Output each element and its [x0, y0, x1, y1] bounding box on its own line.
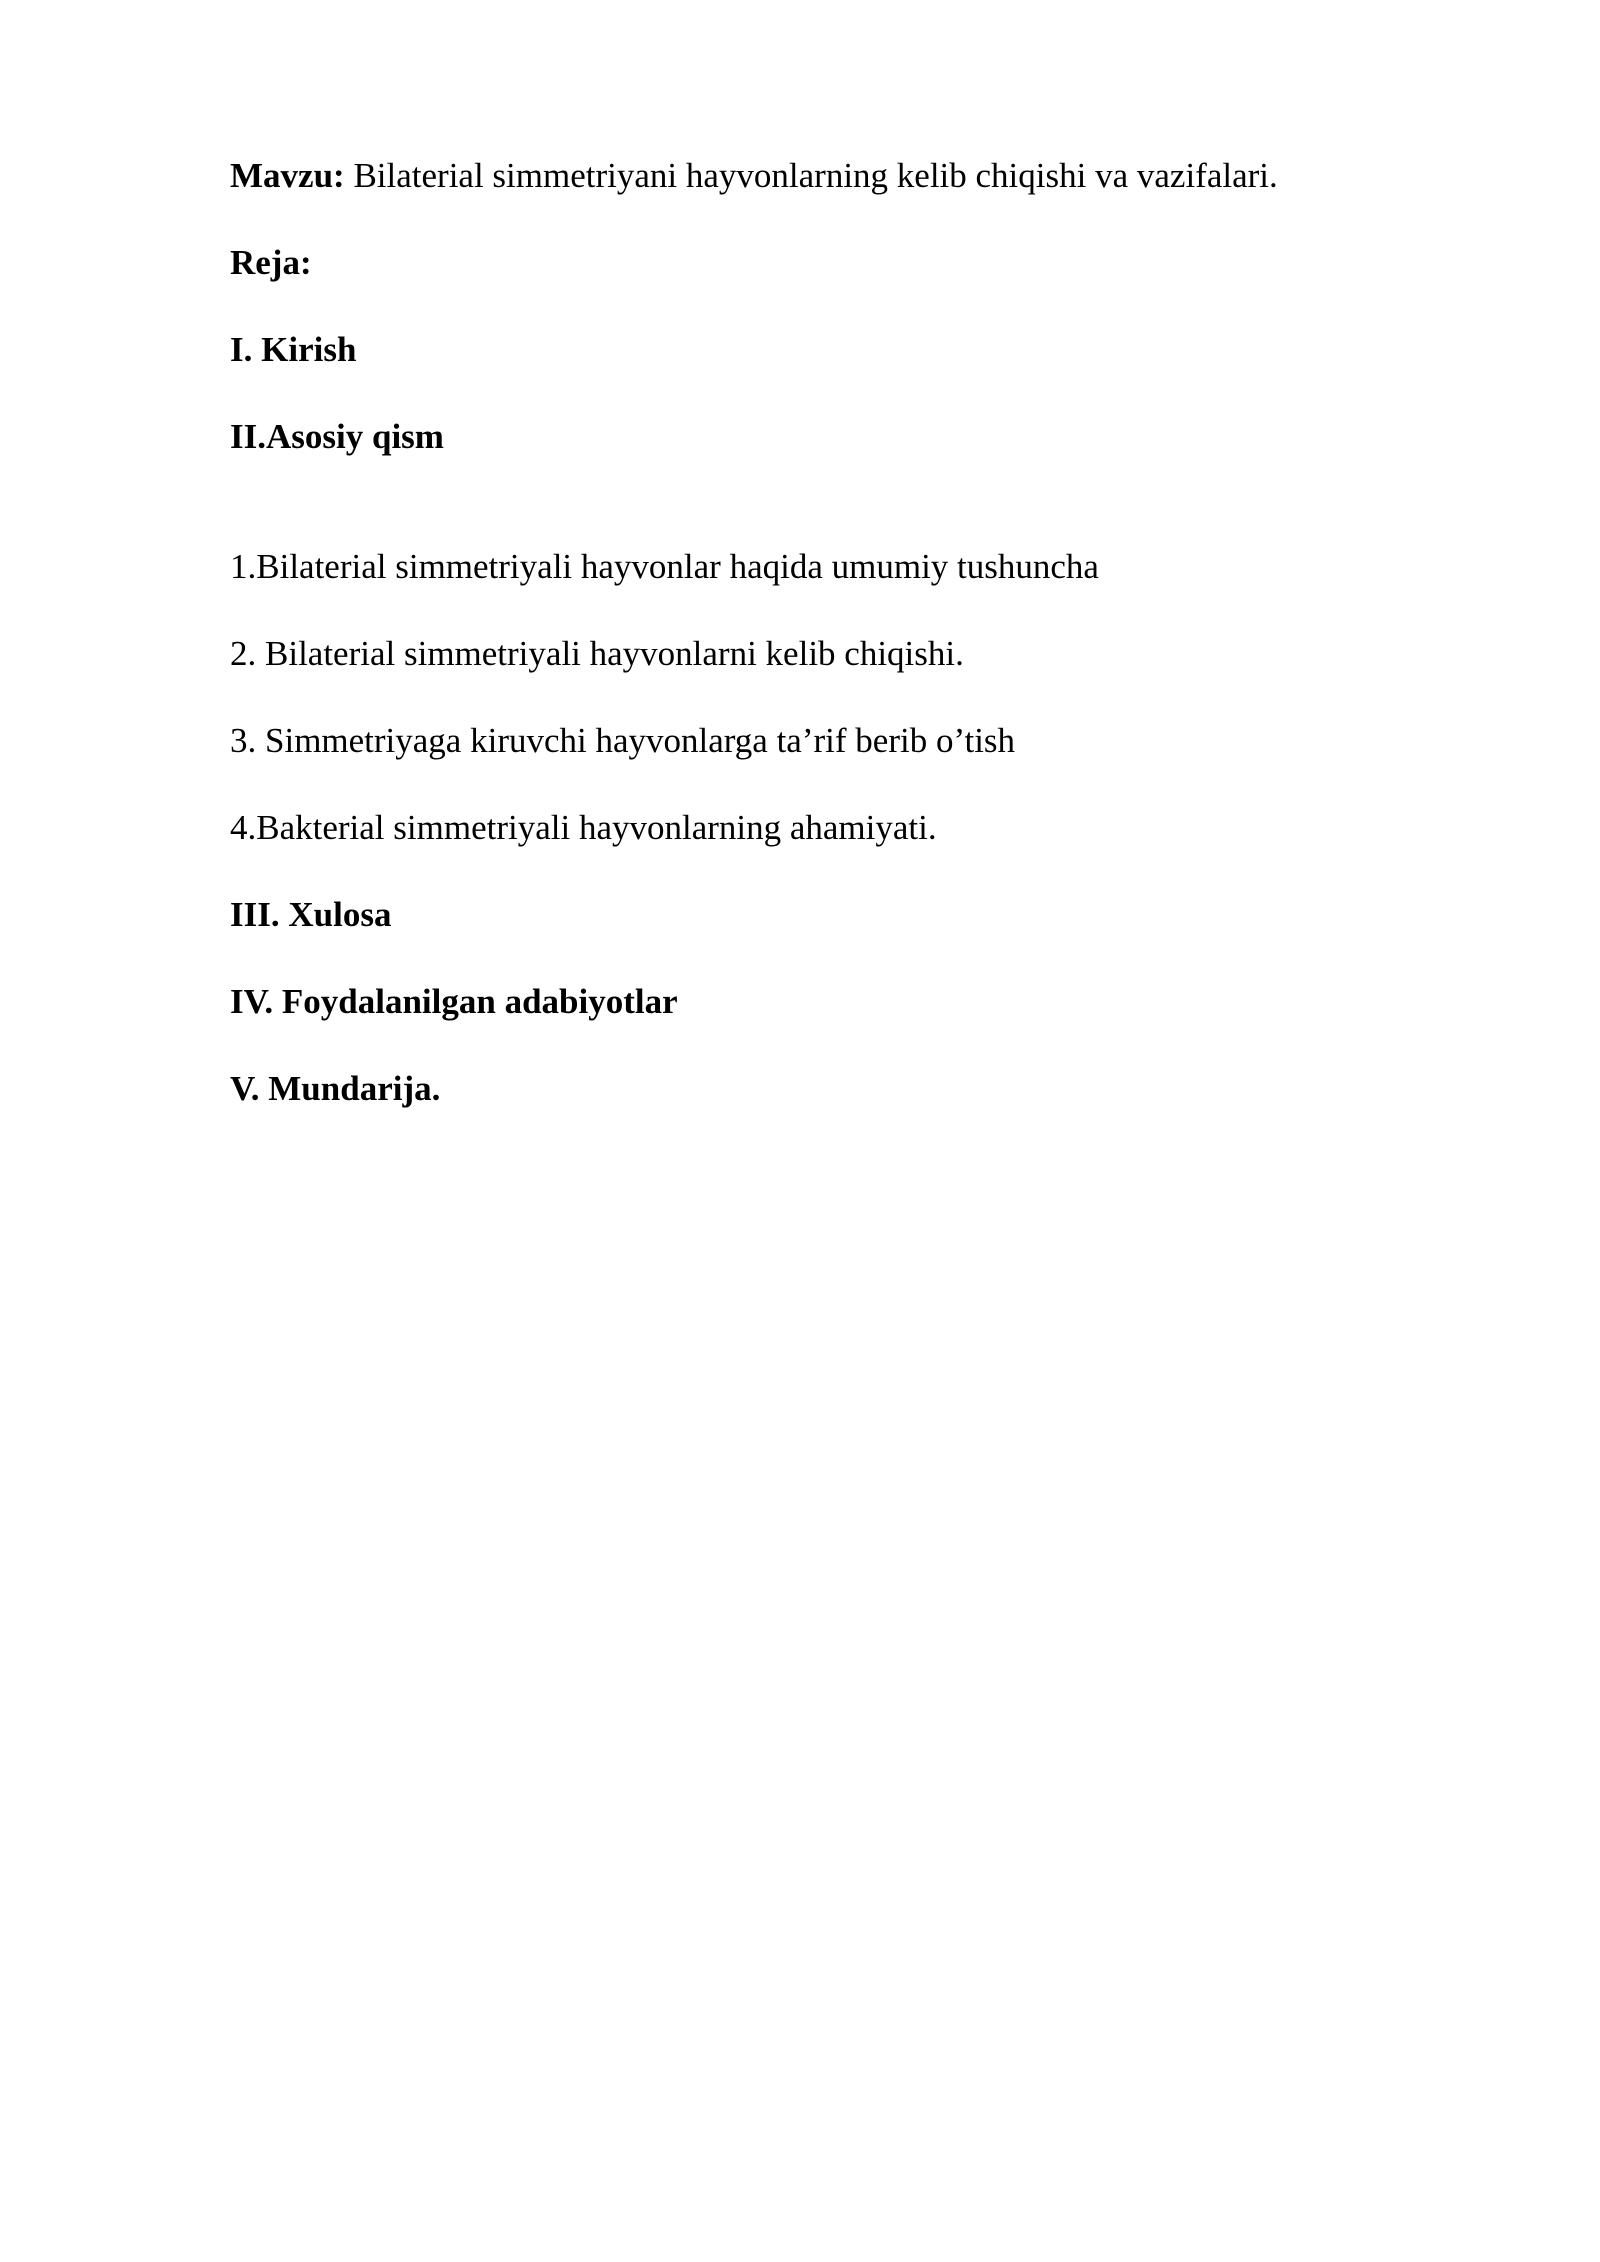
section-contents: V. Mundarija. [230, 1069, 441, 1108]
main-item: 3. Simmetriyaga kiruvchi hayvonlarga ta’rif berib o’tish [230, 721, 1016, 760]
main-item: 1.Bilaterial simmetriyali hayvonlar haqida umumiy tushuncha [230, 547, 1099, 586]
section-intro: I. Kirish [230, 330, 357, 369]
section-references: IV. Foydalanilgan adabiyotlar [230, 982, 678, 1021]
section-main: II.Asosiy qism [230, 417, 444, 456]
section-conclusion: III. Xulosa [230, 895, 392, 934]
main-item: 2. Bilaterial simmetriyali hayvonlarni kelib chiqishi. [230, 634, 964, 673]
topic-label: Mavzu: [230, 156, 345, 195]
topic-text: Bilaterial simmetriyani hayvonlarning kelib chiqishi va vazifalari. [344, 156, 1278, 195]
topic-line [230, 154, 1278, 198]
main-item: 4.Bakterial simmetriyali hayvonlarning ahamiyati. [230, 808, 937, 847]
plan-heading: Reja: [230, 243, 312, 282]
